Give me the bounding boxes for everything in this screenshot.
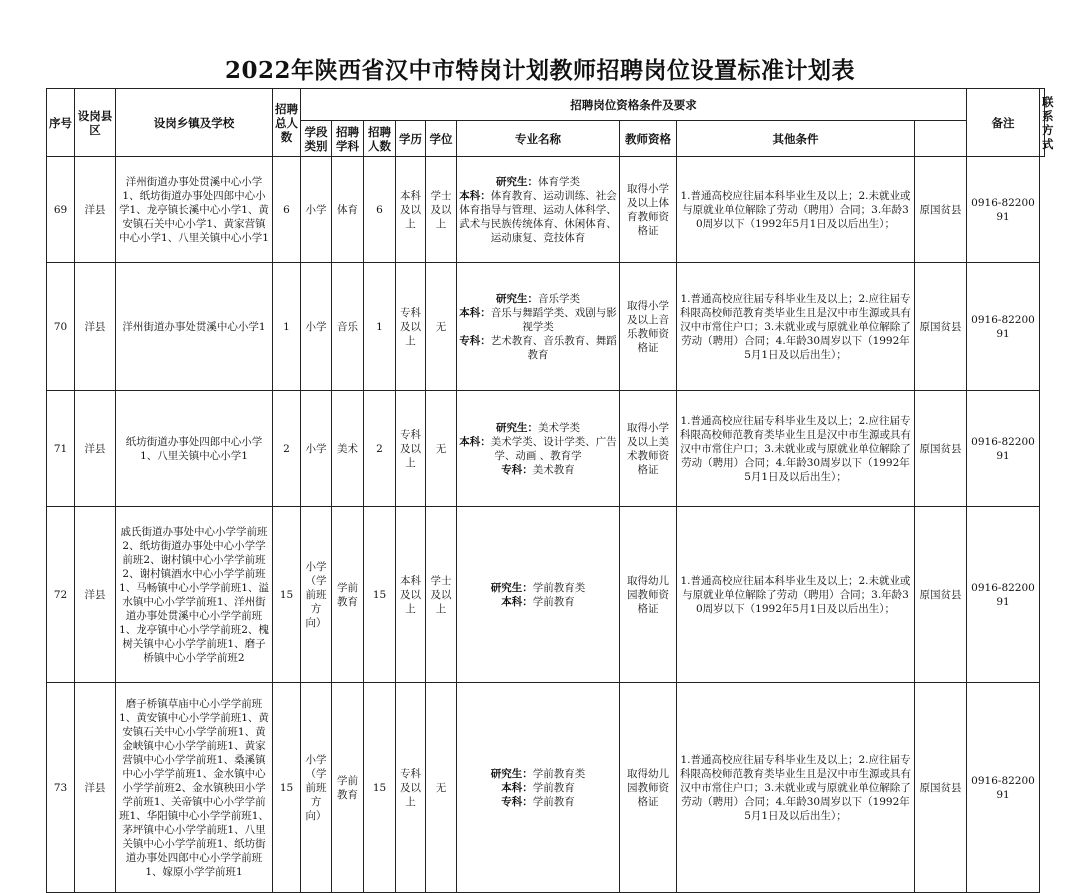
- cell-stage: 小学: [301, 157, 332, 263]
- cell-edu: 本科及以上: [396, 507, 426, 683]
- cell-schools: 磨子桥镇草庙中心小学学前班1、黄安镇中心小学学前班1、黄安镇石关中心小学学前班1、黄金峡镇中心小学学前班1、黄家营镇中心小学学前班1、桑溪镇中心小学学前班1、金水镇中心小学学前班2、金水镇秧田小学学前班1、关帝镇中心小学学前班1、华阳镇中心小学学前班1、茅坪镇中心小学学前班1、八里关镇中心小学学前班1、纸坊街道办事处四郎中心小学学前班1、嫁原小学学前班1: [116, 683, 273, 893]
- major-names: 学前教育类: [532, 767, 586, 780]
- cell-total: 6: [273, 157, 301, 263]
- major-names: 学前教育类: [532, 581, 586, 594]
- cell-contact: 0916-8220091: [967, 157, 1040, 263]
- cell-degree: 无: [426, 391, 457, 507]
- cell-county: 洋县: [75, 263, 116, 391]
- recruitment-plan-table: [46, 88, 1054, 893]
- cell-county: 洋县: [75, 157, 116, 263]
- cell-edu: 本科及以上: [396, 157, 426, 263]
- cell-seq: 70: [47, 263, 75, 391]
- cell-edu: 专科及以上: [396, 263, 426, 391]
- major-level-label: 研究生：: [496, 421, 538, 434]
- cell-degree: 无: [426, 263, 457, 391]
- major-names: 学前教育: [532, 781, 575, 794]
- major-level-label: 专科：: [501, 795, 533, 808]
- major-line: [459, 781, 617, 795]
- major-line: [459, 595, 617, 609]
- cell-stage: 小学（学前班方向）: [301, 683, 332, 893]
- cell-other: 1.普通高校应往届专科毕业生及以上；2.应往届专科限高校师范教育类毕业生且是汉中市生源或具有汉中市常住户口；3.未就业或与原就业单位解除了劳动（聘用）合同；4.年龄30周岁以下（1992年5月1日及以后出生）；: [677, 391, 915, 507]
- table-row: [47, 157, 1045, 263]
- major-line: [459, 306, 617, 334]
- major-names: 美术学类、设计学类、广告学、动画 、教育学: [490, 435, 617, 462]
- header-contact: 联系方式: [1040, 89, 1045, 157]
- cell-count: 15: [364, 507, 396, 683]
- major-names: 美术学类: [538, 421, 580, 434]
- major-names: 艺术教育、音乐教育、舞蹈教育: [490, 334, 617, 361]
- cell-stage: 小学: [301, 263, 332, 391]
- table-row: [47, 263, 1045, 391]
- cell-schools: 戚氏街道办事处中心小学学前班2、纸坊街道办事处中心小学学前班2、谢村镇中心小学学前班2、谢村镇酒水中心小学学前班1、马畅镇中心小学学前班1、溢水镇中心小学学前班1、洋州街道办事处贯溪中心小学学前班1、龙亭镇中心小学学前班2、槐树关镇中心小学学前班1、磨子桥镇中心小学学前班2: [116, 507, 273, 683]
- header-count: 招聘人数: [364, 121, 396, 157]
- header-stage: 学段类别: [301, 121, 332, 157]
- cell-count: 2: [364, 391, 396, 507]
- major-level-label: 本科：: [501, 595, 533, 608]
- header-qualification-group: 招聘岗位资格条件及要求: [301, 89, 967, 121]
- header-schools: 设岗乡镇及学校: [116, 89, 273, 157]
- table-body: [47, 157, 1045, 893]
- cell-count: 1: [364, 263, 396, 391]
- cell-major: [457, 391, 620, 507]
- major-level-label: 本科：: [501, 781, 533, 794]
- cell-other: 1.普通高校应往届专科毕业生及以上；2.应往届专科限高校师范教育类毕业生且是汉中市生源或具有汉中市常住户口；3.未就业或与原就业单位解除了劳动（聘用）合同；4.年龄30周岁以下（1992年5月1日及以后出生）；: [677, 683, 915, 893]
- cell-cert: 取得幼儿园教师资格证: [620, 507, 677, 683]
- cell-edu: 专科及以上: [396, 391, 426, 507]
- major-level-label: 研究生：: [496, 292, 538, 305]
- cell-subject: 学前教育: [332, 683, 364, 893]
- major-line: [459, 795, 617, 809]
- major-line: [459, 435, 617, 463]
- major-level-label: 研究生：: [490, 581, 533, 594]
- major-names: 音乐学类: [538, 292, 580, 305]
- header-other: 其他条件: [677, 121, 915, 157]
- cell-subject: 学前教育: [332, 507, 364, 683]
- cell-cert: 取得幼儿园教师资格证: [620, 683, 677, 893]
- cell-total: 2: [273, 391, 301, 507]
- cell-total: 15: [273, 507, 301, 683]
- cell-seq: 72: [47, 507, 75, 683]
- cell-total: 1: [273, 263, 301, 391]
- header-seq: 序号: [47, 89, 75, 157]
- cell-county: 洋县: [75, 683, 116, 893]
- table-row: [47, 683, 1045, 893]
- cell-contact: 0916-8220091: [967, 263, 1040, 391]
- cell-subject: 音乐: [332, 263, 364, 391]
- cell-county: 洋县: [75, 391, 116, 507]
- header-total: 招聘总人数: [273, 89, 301, 157]
- cell-subject: 体育: [332, 157, 364, 263]
- cell-remark: 原国贫县: [915, 391, 967, 507]
- major-line: [459, 767, 617, 781]
- cell-other: 1.普通高校应往届专科毕业生及以上；2.应往届专科限高校师范教育类毕业生且是汉中市生源或具有汉中市常住户口；3.未就业或与原就业单位解除了劳动（聘用）合同；4.年龄30周岁以下（1992年5月1日及以后出生）；: [677, 263, 915, 391]
- header-county: 设岗县区: [75, 89, 116, 157]
- major-names: 美术教育: [532, 463, 575, 476]
- cell-total: 15: [273, 683, 301, 893]
- cell-degree: 无: [426, 683, 457, 893]
- cell-subject: 美术: [332, 391, 364, 507]
- major-level-label: 专科：: [459, 334, 491, 347]
- table-row: [47, 391, 1045, 507]
- cell-seq: 73: [47, 683, 75, 893]
- page-title: 2022年陕西省汉中市特岗计划教师招聘岗位设置标准计划表: [224, 57, 855, 84]
- header-major: 专业名称: [457, 121, 620, 157]
- major-level-label: 研究生：: [496, 175, 538, 188]
- cell-remark: 原国贫县: [915, 507, 967, 683]
- cell-schools: 洋州街道办事处贯溪中心小学1: [116, 263, 273, 391]
- cell-seq: 69: [47, 157, 75, 263]
- major-line: [459, 581, 617, 595]
- major-names: 学前教育: [532, 595, 575, 608]
- major-names: 音乐与舞蹈学类、戏剧与影视学类: [490, 306, 617, 333]
- cell-schools: 纸坊街道办事处四郎中心小学1、八里关镇中心小学1: [116, 391, 273, 507]
- major-level-label: 本科：: [459, 306, 491, 319]
- cell-county: 洋县: [75, 507, 116, 683]
- header-subject: 招聘学科: [332, 121, 364, 157]
- cell-other: 1.普通高校应往届本科毕业生及以上；2.未就业或与原就业单位解除了劳动（聘用）合同；3.年龄30周岁以下（1992年5月1日及以后出生）；: [677, 507, 915, 683]
- cell-stage: 小学（学前班方向）: [301, 507, 332, 683]
- cell-major: [457, 507, 620, 683]
- cell-count: 6: [364, 157, 396, 263]
- major-line: [459, 463, 617, 477]
- cell-edu: 专科及以上: [396, 683, 426, 893]
- cell-seq: 71: [47, 391, 75, 507]
- cell-cert: 取得小学及以上美术教师资格证: [620, 391, 677, 507]
- major-names: 体育教育、运动训练、社会体育指导与管理、运动人体科学、武术与民族传统体育、休闲体育、运动康复、竞技体育: [459, 189, 617, 244]
- cell-other: 1.普通高校应往届本科毕业生及以上；2.未就业或与原就业单位解除了劳动（聘用）合同；3.年龄30周岁以下（1992年5月1日及以后出生）；: [677, 157, 915, 263]
- major-level-label: 研究生：: [490, 767, 533, 780]
- major-line: [459, 292, 617, 306]
- major-line: [459, 189, 617, 245]
- cell-degree: 学士及以上: [426, 507, 457, 683]
- cell-cert: 取得小学及以上音乐教师资格证: [620, 263, 677, 391]
- cell-contact: 0916-8220091: [967, 507, 1040, 683]
- header-cert: 教师资格: [620, 121, 677, 157]
- header-degree: 学位: [426, 121, 457, 157]
- cell-contact: 0916-8220091: [967, 683, 1040, 893]
- major-names: 体育学类: [538, 175, 580, 188]
- major-line: [459, 421, 617, 435]
- header-remark: 备注: [967, 89, 1040, 157]
- major-line: [459, 175, 617, 189]
- cell-remark: 原国贫县: [915, 683, 967, 893]
- header-edu: 学历: [396, 121, 426, 157]
- major-line: [459, 334, 617, 362]
- major-level-label: 本科：: [459, 189, 491, 202]
- major-level-label: 专科：: [501, 463, 533, 476]
- major-level-label: 本科：: [459, 435, 491, 448]
- cell-contact: 0916-8220091: [967, 391, 1040, 507]
- cell-major: [457, 683, 620, 893]
- cell-remark: 原国贫县: [915, 263, 967, 391]
- cell-major: [457, 157, 620, 263]
- cell-major: [457, 263, 620, 391]
- table-row: [47, 507, 1045, 683]
- cell-stage: 小学: [301, 391, 332, 507]
- cell-count: 15: [364, 683, 396, 893]
- cell-schools: 洋州街道办事处贯溪中心小学1、纸坊街道办事处四郎中心小学1、龙亭镇长溪中心小学1、黄安镇石关中心小学1、黄家营镇中心小学1、八里关镇中心小学1: [116, 157, 273, 263]
- cell-remark: 原国贫县: [915, 157, 967, 263]
- cell-cert: 取得小学及以上体育教师资格证: [620, 157, 677, 263]
- major-names: 学前教育: [532, 795, 575, 808]
- cell-degree: 学士及以上: [426, 157, 457, 263]
